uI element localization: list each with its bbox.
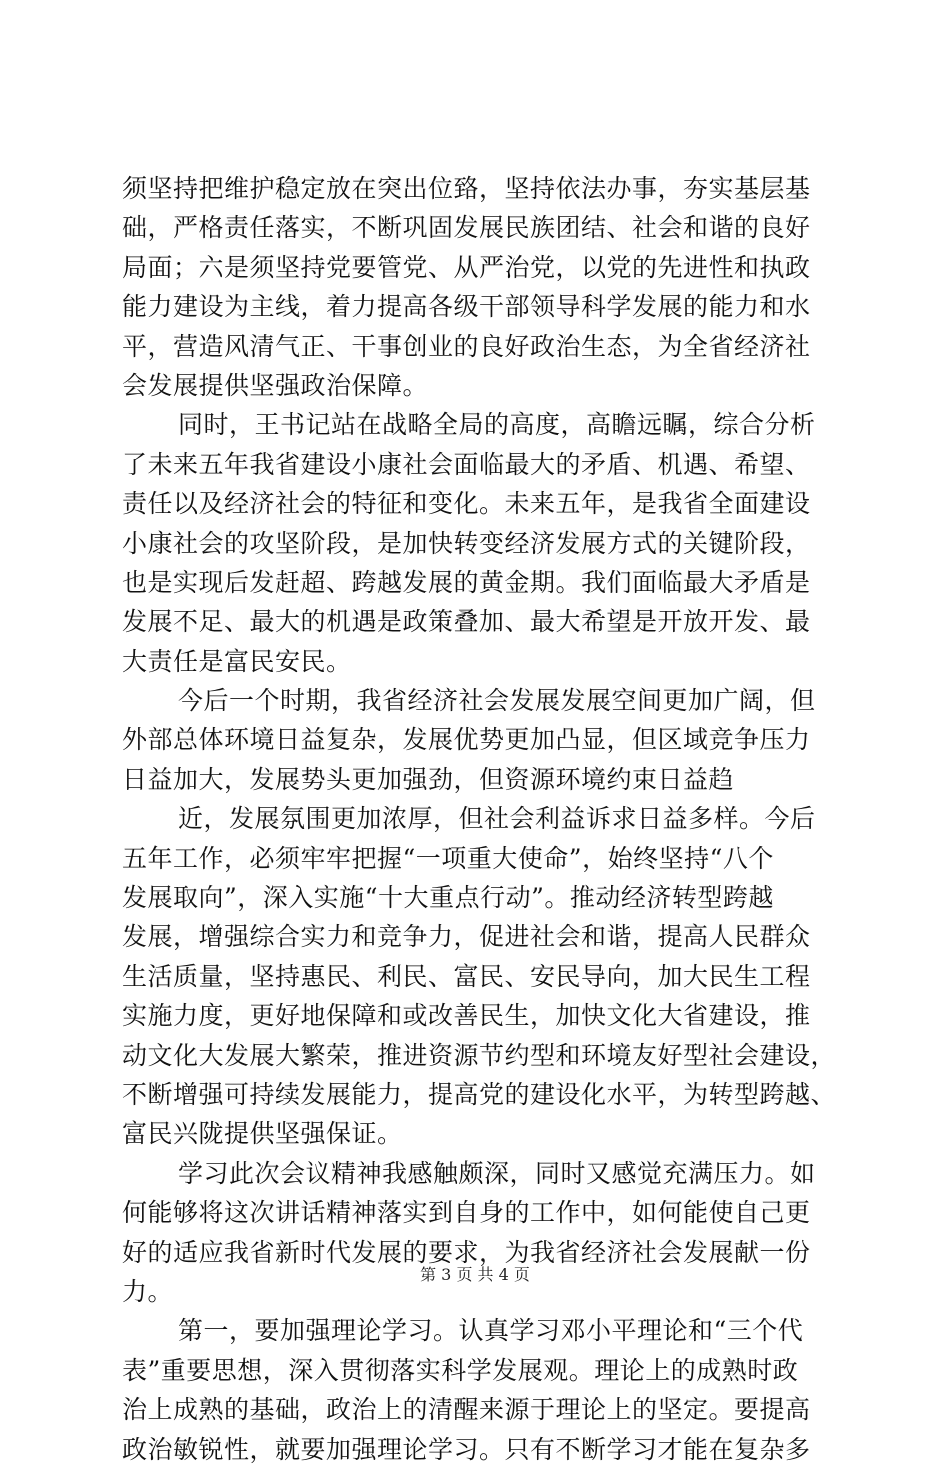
text-line: 表”重要思想，深入贯彻落实科学发展观。理论上的成熟时政 bbox=[122, 1355, 799, 1385]
text-line: 第一，要加强理论学习。认真学习邓小平理论和“三个代 bbox=[178, 1316, 804, 1346]
text-line: 治上成熟的基础，政治上的清醒来源于理论上的坚定。要提高 bbox=[122, 1395, 811, 1425]
text-line: 发展，增强综合实力和竞争力，促进社会和谐，提高人民群众 bbox=[122, 922, 811, 952]
text-line: 日益加大，发展势头更加强劲，但资源环境约束日益趋 bbox=[122, 764, 735, 794]
text-line: 了未来五年我省建设小康社会面临最大的矛盾、机遇、希望、 bbox=[122, 449, 811, 479]
text-line: 不断增强可持续发展能力，提高党的建设化水平，为转型跨越、 bbox=[122, 1079, 837, 1109]
text-line: 政治敏锐性，就要加强理论学习。只有不断学习才能在复杂多 bbox=[122, 1434, 811, 1464]
text-line: 发展不足、最大的机遇是政策叠加、最大希望是开放开发、最 bbox=[122, 607, 811, 637]
text-line: 学习此次会议精神我感触颇深，同时又感觉充满压力。如 bbox=[178, 1158, 816, 1188]
text-line: 富民兴陇提供坚强保证。 bbox=[122, 1119, 403, 1149]
text-line: 动文化大发展大繁荣，推进资源节约型和环境友好型社会建设， bbox=[122, 1040, 837, 1070]
text-line: 大责任是富民安民。 bbox=[122, 646, 352, 676]
text-line: 须坚持把维护稳定放在突出位臵，坚持依法办事，夯实基层基 bbox=[122, 174, 811, 203]
text-line: 今后一个时期，我省经济社会发展发展空间更加广阔，但 bbox=[178, 686, 816, 716]
text-line: 五年工作，必须牢牢把握“一项重大使命”，始终坚持“八个 bbox=[122, 843, 774, 873]
text-line: 局面；六是须坚持党要管党、从严治党，以党的先进性和执政 bbox=[122, 252, 811, 282]
text-line: 生活质量，坚持惠民、利民、富民、安民导向，加大民生工程 bbox=[122, 961, 811, 991]
text-line: 能力建设为主线，着力提高各级干部领导科学发展的能力和水 bbox=[122, 292, 811, 322]
text-line: 何能够将这次讲话精神落实到自身的工作中，如何能使自己更 bbox=[122, 1198, 811, 1228]
text-line: 小康社会的攻坚阶段，是加快转变经济发展方式的关键阶段， bbox=[122, 528, 811, 558]
text-line: 平，营造风清气正、干事创业的良好政治生态，为全省经济社 bbox=[122, 331, 811, 361]
text-line: 责任以及经济社会的特征和变化。未来五年，是我省全面建设 bbox=[122, 489, 811, 519]
text-line: 会发展提供坚强政治保障。 bbox=[122, 370, 429, 400]
text-line: 外部总体环境日益复杂，发展优势更加凸显，但区域竞争压力 bbox=[122, 725, 811, 755]
page-footer: 第 3 页 共 4 页 bbox=[420, 1265, 530, 1284]
text-line: 好的适应我省新时代发展的要求，为我省经济社会发展献一份 bbox=[122, 1237, 811, 1267]
text-line: 同时，王书记站在战略全局的高度，高瞻远瞩，综合分析 bbox=[178, 410, 816, 440]
text-line: 近，发展氛围更加浓厚，但社会利益诉求日益多样。今后 bbox=[178, 804, 816, 834]
text-line: 也是实现后发赶超、跨越发展的黄金期。我们面临最大矛盾是 bbox=[122, 567, 811, 597]
text-line: 力。 bbox=[122, 1276, 174, 1306]
text-line: 发展取向”，深入实施“十大重点行动”。推动经济转型跨越 bbox=[122, 883, 774, 913]
text-line: 实施力度，更好地保障和或改善民生，加快文化大省建设，推 bbox=[122, 1001, 811, 1031]
text-line: 础，严格责任落实，不断巩固发展民族团结、社会和谐的良好 bbox=[122, 213, 811, 243]
